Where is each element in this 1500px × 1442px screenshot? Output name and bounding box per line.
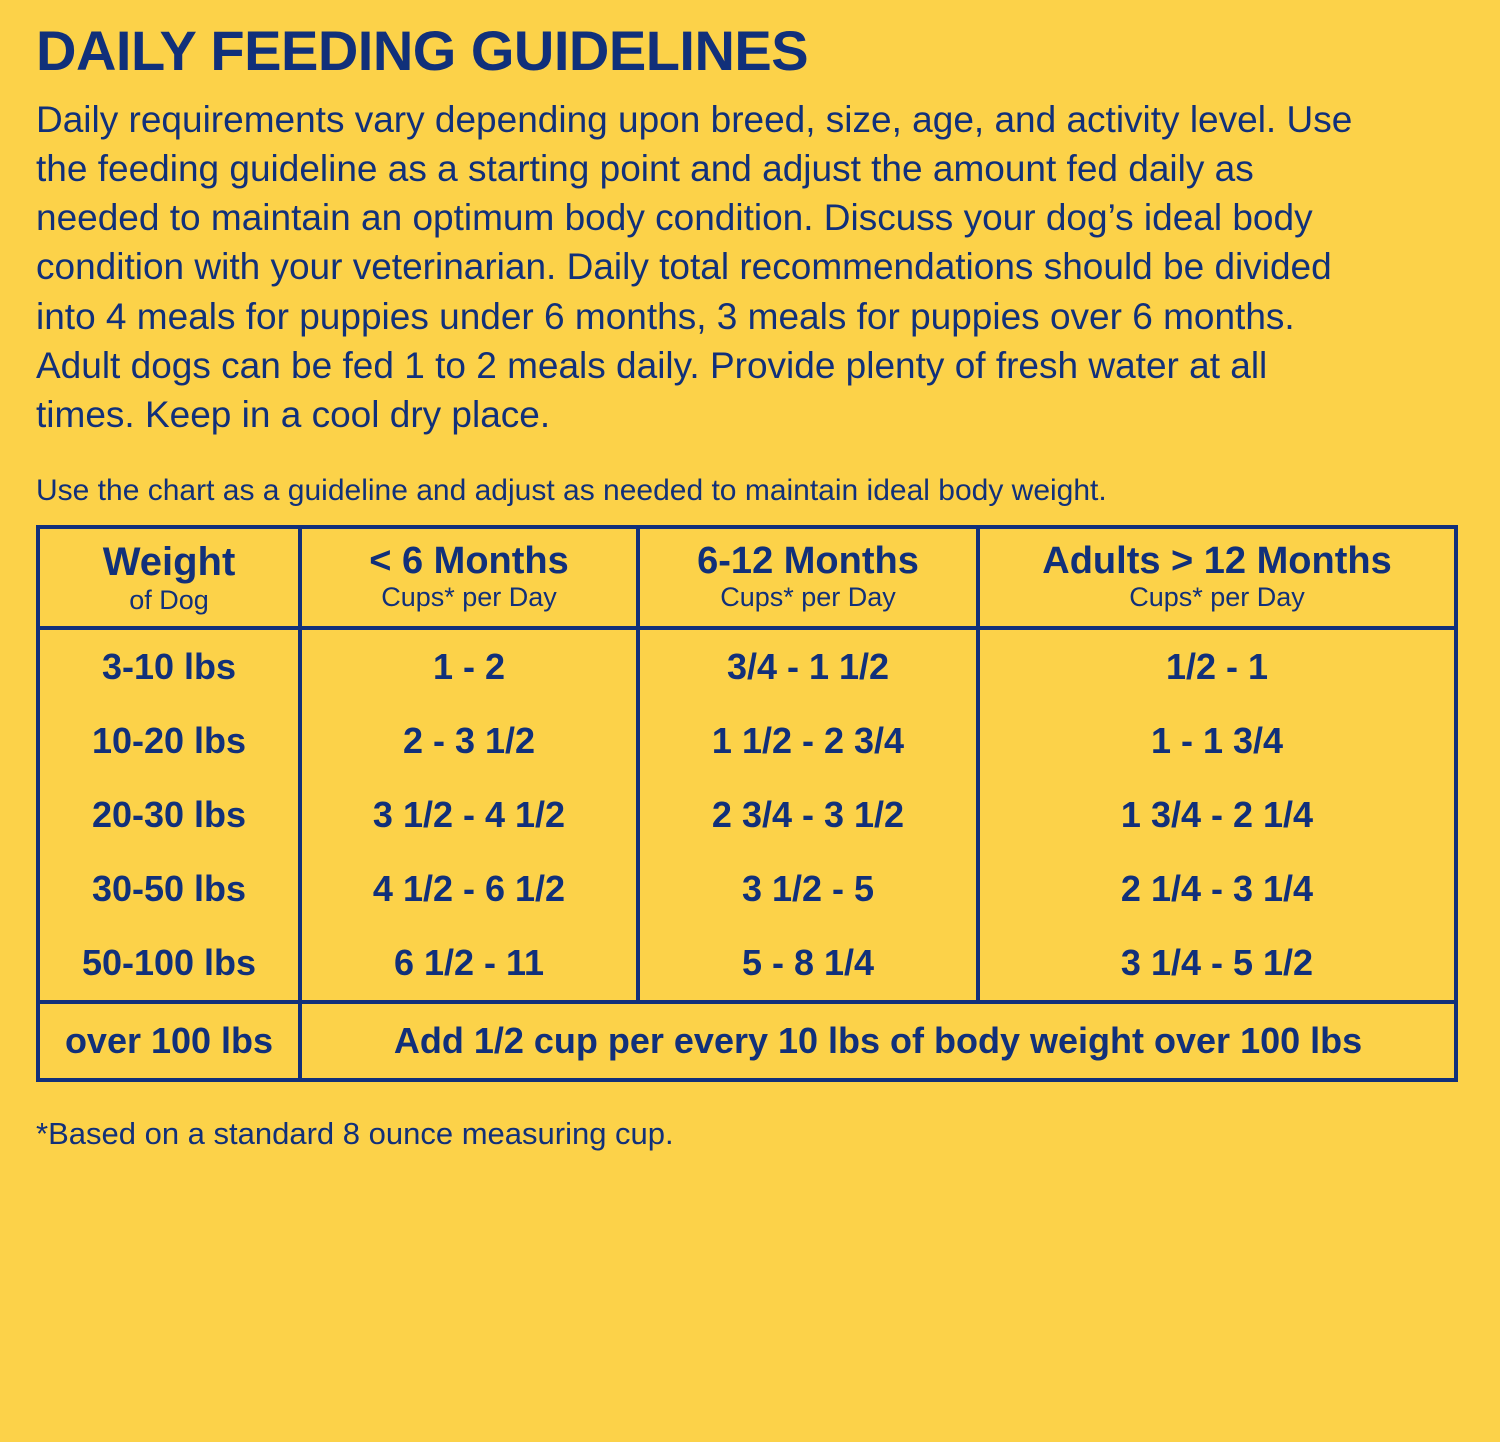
cell-adults: 2 1/4 - 3 1/4 [978,852,1456,926]
column-header-adults [978,527,1456,627]
page-title: DAILY FEEDING GUIDELINES [36,19,809,82]
table-row [38,926,1456,1002]
cell-weight: 3-10 lbs [38,628,300,704]
table-row [38,778,1456,852]
column-header-adults-sub: Cups* per Day [1129,582,1305,613]
cell-under-6-months: 6 1/2 - 11 [300,926,638,1002]
cell-adults: 1 - 1 3/4 [978,704,1456,778]
cell-weight: 10-20 lbs [38,704,300,778]
table-header-row [38,527,1456,627]
table-head [38,527,1456,627]
cell-under-6-months: 3 1/2 - 4 1/2 [300,778,638,852]
column-header-6-to-12-months-sub: Cups* per Day [720,582,896,613]
cell-6-to-12-months: 1 1/2 - 2 3/4 [638,704,978,778]
column-header-6-to-12-months [638,527,978,627]
cell-weight: 30-50 lbs [38,852,300,926]
intro-paragraph: Daily requirements vary depending upon breed, size, age, and activity level. Use the feeding guideline as a starting point and adjust the amount fed daily as needed to maintain an optimum body condition. Discuss your dog’s ideal body condition with your veterinarian. Daily total recommendations should be divided into 4 meals for puppies under 6 months, 3 meals for puppies over 6 months. Adult dogs can be fed 1 to 2 meals daily. Provide plenty of fresh water at all times. Keep in a cool dry place. [36,98,1353,436]
table-row-over-100 [38,1002,1456,1080]
cell-adults: 1 3/4 - 2 1/4 [978,778,1456,852]
cell-under-6-months: 4 1/2 - 6 1/2 [300,852,638,926]
footnote: *Based on a standard 8 ounce measuring cup. [36,1115,674,1151]
cell-adults: 3 1/4 - 5 1/2 [978,926,1456,1002]
table-row [38,704,1456,778]
feeding-chart-table [36,525,1458,1081]
column-header-under-6-months-main: < 6 Months [369,540,569,583]
cell-6-to-12-months: 3 1/2 - 5 [638,852,978,926]
column-header-under-6-months [300,527,638,627]
column-header-adults-main: Adults > 12 Months [1042,540,1392,583]
cell-6-to-12-months: 3/4 - 1 1/2 [638,628,978,704]
table-row [38,852,1456,926]
cell-adults: 1/2 - 1 [978,628,1456,704]
column-header-weight-sub: of Dog [129,584,209,615]
column-header-6-to-12-months-main: 6-12 Months [697,540,919,583]
table-body [38,628,1456,1080]
cell-weight-over-100: over 100 lbs [38,1002,300,1080]
cell-weight: 20-30 lbs [38,778,300,852]
table-row [38,628,1456,704]
chart-note: Use the chart as a guideline and adjust as needed to maintain ideal body weight. [36,474,1107,508]
column-header-under-6-months-sub: Cups* per Day [381,582,557,613]
cell-under-6-months: 1 - 2 [300,628,638,704]
column-header-weight [38,527,300,627]
cell-6-to-12-months: 5 - 8 1/4 [638,926,978,1002]
cell-under-6-months: 2 - 3 1/2 [300,704,638,778]
column-header-weight-main: Weight [102,540,236,585]
cell-over-100-note: Add 1/2 cup per every 10 lbs of body weight over 100 lbs [300,1002,1456,1080]
cell-6-to-12-months: 2 3/4 - 3 1/2 [638,778,978,852]
cell-weight: 50-100 lbs [38,926,300,1002]
